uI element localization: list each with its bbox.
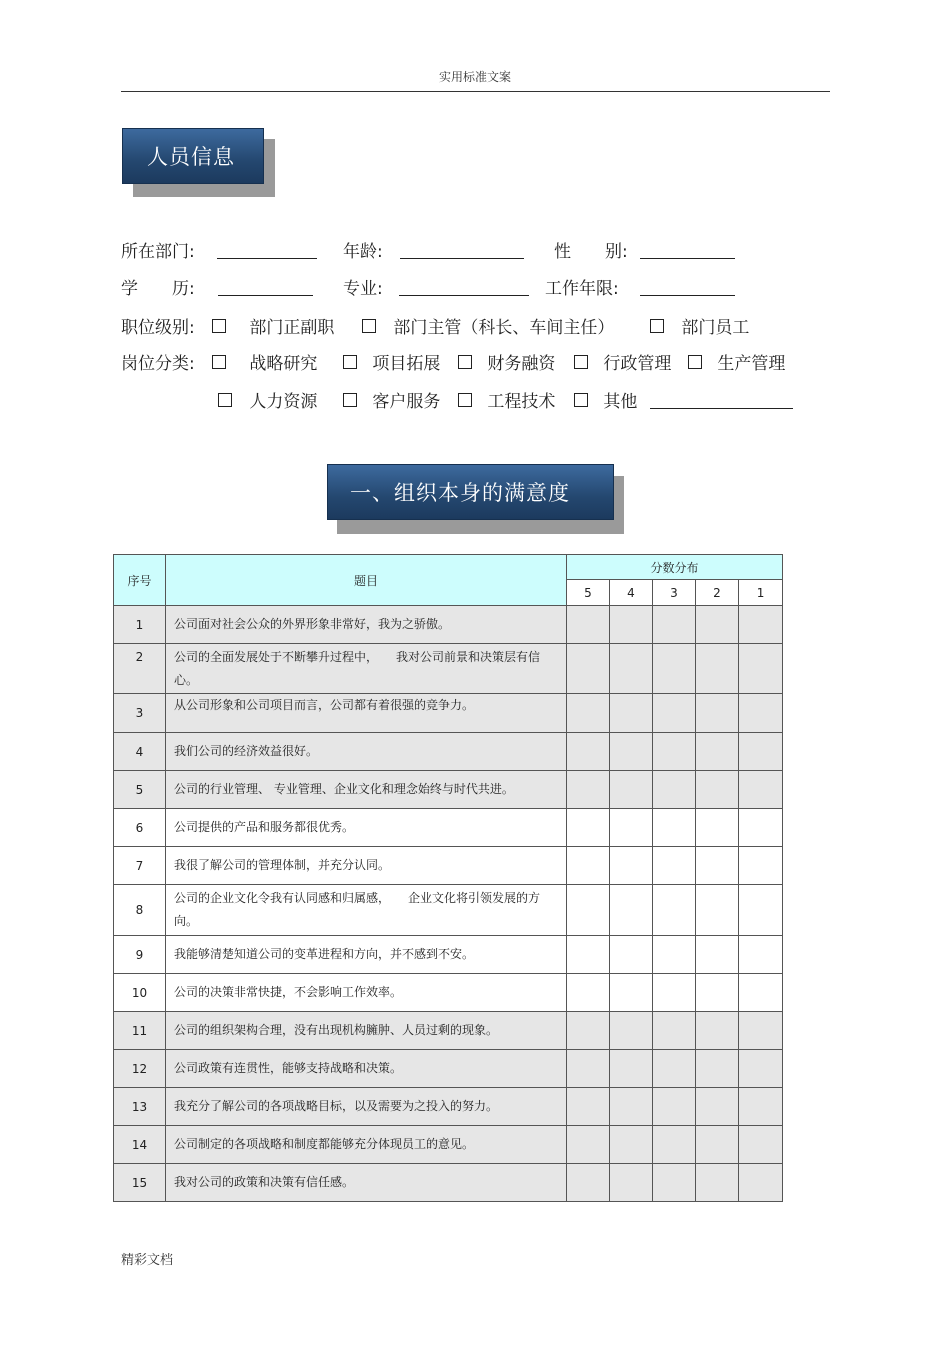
score-cell[interactable] bbox=[653, 885, 696, 936]
score-cell[interactable] bbox=[610, 1088, 653, 1126]
score-cell[interactable] bbox=[653, 847, 696, 885]
rank-label: 职位级别: bbox=[121, 318, 195, 338]
score-cell[interactable] bbox=[739, 606, 783, 644]
category-label: 岗位分类: bbox=[121, 354, 195, 374]
checkbox[interactable] bbox=[212, 355, 226, 369]
row-number: 12 bbox=[114, 1050, 166, 1088]
score-cell[interactable] bbox=[653, 974, 696, 1012]
row-number: 6 bbox=[114, 809, 166, 847]
checkbox[interactable] bbox=[218, 393, 232, 407]
score-cell[interactable] bbox=[739, 1126, 783, 1164]
score-cell[interactable] bbox=[653, 936, 696, 974]
row-question: 我们公司的经济效益很好。 bbox=[166, 733, 567, 771]
col-topic-header: 题目 bbox=[166, 555, 567, 606]
score-cell[interactable] bbox=[567, 885, 610, 936]
score-cell[interactable] bbox=[739, 1088, 783, 1126]
row-number: 9 bbox=[114, 936, 166, 974]
row-number: 10 bbox=[114, 974, 166, 1012]
page-header: 实用标准文案 bbox=[438, 70, 511, 84]
score-cell[interactable] bbox=[653, 1126, 696, 1164]
department-field[interactable] bbox=[217, 240, 317, 259]
row-number: 3 bbox=[114, 694, 166, 733]
survey-table bbox=[113, 554, 783, 1202]
personnel-title: 人员信息 bbox=[147, 145, 235, 169]
row-question: 公司的行业管理、 专业管理、企业文化和理念始终与时代共进。 bbox=[166, 771, 567, 809]
score-header: 1 bbox=[739, 580, 783, 606]
category-option[interactable] bbox=[218, 387, 317, 412]
score-cell[interactable] bbox=[610, 733, 653, 771]
score-cell[interactable] bbox=[610, 1050, 653, 1088]
score-cell[interactable] bbox=[739, 1012, 783, 1050]
score-cell[interactable] bbox=[610, 809, 653, 847]
row-question: 公司的决策非常快捷，不会影响工作效率。 bbox=[166, 974, 567, 1012]
row-number: 5 bbox=[114, 771, 166, 809]
row-question: 我能够清楚知道公司的变革进程和方向，并不感到不安。 bbox=[166, 936, 567, 974]
score-cell[interactable] bbox=[610, 1164, 653, 1202]
checkbox[interactable] bbox=[343, 355, 357, 369]
score-cell[interactable] bbox=[653, 606, 696, 644]
table-row bbox=[114, 694, 783, 733]
table-row bbox=[114, 1126, 783, 1164]
score-cell[interactable] bbox=[653, 694, 696, 733]
rank-option-label: 部门员工 bbox=[681, 318, 750, 338]
table-row bbox=[114, 1050, 783, 1088]
table-row bbox=[114, 771, 783, 809]
category-option-label: 人力资源 bbox=[249, 392, 318, 412]
score-cell[interactable] bbox=[610, 1012, 653, 1050]
row-question: 公司制定的各项战略和制度都能够充分体现员工的意见。 bbox=[166, 1126, 567, 1164]
age-field[interactable] bbox=[400, 240, 524, 259]
score-cell[interactable] bbox=[739, 694, 783, 733]
gender-field[interactable] bbox=[640, 240, 735, 259]
category-option-label: 其他 bbox=[603, 392, 638, 412]
score-cell[interactable] bbox=[696, 1050, 739, 1088]
row-question: 我充分了解公司的各项战略目标，以及需要为之投入的努力。 bbox=[166, 1088, 567, 1126]
score-cell[interactable] bbox=[696, 1012, 739, 1050]
table-row bbox=[114, 885, 783, 936]
category-option-label: 行政管理 bbox=[603, 354, 672, 374]
rank-option-3[interactable] bbox=[650, 313, 749, 338]
row-number: 14 bbox=[114, 1126, 166, 1164]
category-option-label: 客户服务 bbox=[372, 392, 441, 412]
score-cell[interactable] bbox=[739, 771, 783, 809]
score-cell[interactable] bbox=[739, 809, 783, 847]
rank-option-label: 部门正副职 bbox=[249, 318, 335, 338]
score-cell[interactable] bbox=[739, 733, 783, 771]
checkbox[interactable] bbox=[574, 355, 588, 369]
table-row bbox=[114, 936, 783, 974]
col-no-header: 序号 bbox=[114, 555, 166, 606]
score-cell[interactable] bbox=[567, 771, 610, 809]
category-option-label: 项目拓展 bbox=[372, 354, 441, 374]
row-number: 4 bbox=[114, 733, 166, 771]
major-field[interactable] bbox=[399, 277, 529, 296]
score-cell[interactable] bbox=[696, 1088, 739, 1126]
education-label: 学 历: bbox=[121, 279, 195, 299]
score-cell[interactable] bbox=[653, 733, 696, 771]
score-cell[interactable] bbox=[739, 847, 783, 885]
years-field[interactable] bbox=[640, 277, 735, 296]
header-divider bbox=[121, 91, 830, 92]
score-cell[interactable] bbox=[696, 885, 739, 936]
row-question: 公司的组织架构合理，没有出现机构臃肿、人员过剩的现象。 bbox=[166, 1012, 567, 1050]
score-cell[interactable] bbox=[739, 1050, 783, 1088]
row-question: 公司提供的产品和服务都很优秀。 bbox=[166, 809, 567, 847]
checkbox[interactable] bbox=[650, 319, 664, 333]
score-cell[interactable] bbox=[653, 1012, 696, 1050]
row-question: 公司政策有连贯性，能够支持战略和决策。 bbox=[166, 1050, 567, 1088]
row-number: 13 bbox=[114, 1088, 166, 1126]
table-row bbox=[114, 809, 783, 847]
score-cell[interactable] bbox=[610, 974, 653, 1012]
score-cell[interactable] bbox=[567, 1164, 610, 1202]
score-cell[interactable] bbox=[696, 694, 739, 733]
row-question: 我很了解公司的管理体制，并充分认同。 bbox=[166, 847, 567, 885]
score-cell[interactable] bbox=[567, 606, 610, 644]
department-row bbox=[121, 237, 195, 262]
score-cell[interactable] bbox=[610, 771, 653, 809]
rank-option-label: 部门主管（科长、车间主任） bbox=[393, 318, 615, 338]
score-cell[interactable] bbox=[567, 733, 610, 771]
table-row bbox=[114, 974, 783, 1012]
score-cell[interactable] bbox=[696, 1164, 739, 1202]
rank-option-1[interactable] bbox=[212, 313, 334, 338]
row-number: 15 bbox=[114, 1164, 166, 1202]
org-title: 一、组织本身的满意度 bbox=[350, 481, 570, 505]
row-question: 公司面对社会公众的外界形象非常好，我为之骄傲。 bbox=[166, 606, 567, 644]
checkbox[interactable] bbox=[458, 393, 472, 407]
score-header: 5 bbox=[567, 580, 610, 606]
score-cell[interactable] bbox=[696, 809, 739, 847]
score-header: 3 bbox=[653, 580, 696, 606]
score-cell[interactable] bbox=[567, 694, 610, 733]
score-cell[interactable] bbox=[653, 644, 696, 694]
row-number: 11 bbox=[114, 1012, 166, 1050]
score-cell[interactable] bbox=[653, 809, 696, 847]
checkbox[interactable] bbox=[212, 319, 226, 333]
score-cell[interactable] bbox=[696, 847, 739, 885]
score-cell[interactable] bbox=[610, 1126, 653, 1164]
score-cell[interactable] bbox=[653, 1050, 696, 1088]
checkbox[interactable] bbox=[574, 393, 588, 407]
score-header: 4 bbox=[610, 580, 653, 606]
table-row bbox=[114, 847, 783, 885]
table-row bbox=[114, 606, 783, 644]
category-option-label: 工程技术 bbox=[487, 392, 556, 412]
category-option[interactable] bbox=[574, 349, 671, 374]
score-cell[interactable] bbox=[696, 771, 739, 809]
score-cell[interactable] bbox=[739, 885, 783, 936]
score-cell[interactable] bbox=[567, 974, 610, 1012]
row-question: 公司的全面发展处于不断攀升过程中， 我对公司前景和决策层有信心。 bbox=[166, 644, 567, 694]
table-row bbox=[114, 1164, 783, 1202]
score-cell[interactable] bbox=[567, 1088, 610, 1126]
score-cell[interactable] bbox=[610, 936, 653, 974]
category-option[interactable] bbox=[343, 387, 440, 412]
department-label: 所在部门: bbox=[121, 242, 195, 262]
score-cell[interactable] bbox=[696, 1126, 739, 1164]
table-row bbox=[114, 733, 783, 771]
category-option-label: 财务融资 bbox=[487, 354, 556, 374]
score-cell[interactable] bbox=[696, 644, 739, 694]
other-field[interactable] bbox=[650, 390, 793, 409]
category-option[interactable] bbox=[458, 349, 555, 374]
score-cell[interactable] bbox=[610, 847, 653, 885]
score-cell[interactable] bbox=[696, 974, 739, 1012]
score-cell[interactable] bbox=[739, 974, 783, 1012]
score-cell[interactable] bbox=[739, 1164, 783, 1202]
score-header: 2 bbox=[696, 580, 739, 606]
category-option[interactable] bbox=[343, 349, 440, 374]
checkbox[interactable] bbox=[362, 319, 376, 333]
category-option-label: 生产管理 bbox=[717, 354, 786, 374]
score-cell[interactable] bbox=[567, 847, 610, 885]
score-cell[interactable] bbox=[696, 936, 739, 974]
score-cell[interactable] bbox=[567, 644, 610, 694]
score-cell[interactable] bbox=[653, 1164, 696, 1202]
score-cell[interactable] bbox=[567, 809, 610, 847]
score-cell[interactable] bbox=[653, 1088, 696, 1126]
category-option-label: 战略研究 bbox=[249, 354, 318, 374]
major-label: 专业: bbox=[343, 279, 383, 299]
score-cell[interactable] bbox=[739, 936, 783, 974]
rank-option-2[interactable] bbox=[362, 313, 614, 338]
score-cell[interactable] bbox=[567, 936, 610, 974]
row-question: 从公司形象和公司项目而言，公司都有着很强的竞争力。 bbox=[166, 694, 567, 733]
row-number: 2 bbox=[114, 644, 166, 694]
checkbox[interactable] bbox=[343, 393, 357, 407]
row-number: 8 bbox=[114, 885, 166, 936]
score-cell[interactable] bbox=[567, 1126, 610, 1164]
row-question: 我对公司的政策和决策有信任感。 bbox=[166, 1164, 567, 1202]
age-label: 年龄: bbox=[343, 242, 383, 262]
page-footer: 精彩文档 bbox=[121, 1253, 174, 1268]
score-cell[interactable] bbox=[610, 885, 653, 936]
checkbox[interactable] bbox=[458, 355, 472, 369]
score-cell[interactable] bbox=[567, 1012, 610, 1050]
row-number: 1 bbox=[114, 606, 166, 644]
score-cell[interactable] bbox=[696, 733, 739, 771]
score-cell[interactable] bbox=[696, 606, 739, 644]
score-cell[interactable] bbox=[610, 644, 653, 694]
table-row bbox=[114, 1012, 783, 1050]
row-number: 7 bbox=[114, 847, 166, 885]
score-cell[interactable] bbox=[567, 1050, 610, 1088]
category-option[interactable] bbox=[212, 349, 317, 374]
table-row bbox=[114, 1088, 783, 1126]
score-cell[interactable] bbox=[653, 771, 696, 809]
education-field[interactable] bbox=[218, 277, 313, 296]
row-question: 公司的企业文化令我有认同感和归属感， 企业文化将引领发展的方向。 bbox=[166, 885, 567, 936]
table-row bbox=[114, 644, 783, 694]
col-score-header: 分数分布 bbox=[567, 555, 783, 580]
years-label: 工作年限: bbox=[545, 279, 619, 299]
category-option[interactable] bbox=[688, 349, 785, 374]
gender-label: 性 别: bbox=[554, 242, 628, 262]
score-cell[interactable] bbox=[739, 644, 783, 694]
category-option[interactable] bbox=[458, 387, 555, 412]
checkbox[interactable] bbox=[688, 355, 702, 369]
score-cell[interactable] bbox=[610, 694, 653, 733]
category-option-other[interactable] bbox=[574, 387, 637, 412]
score-cell[interactable] bbox=[610, 606, 653, 644]
